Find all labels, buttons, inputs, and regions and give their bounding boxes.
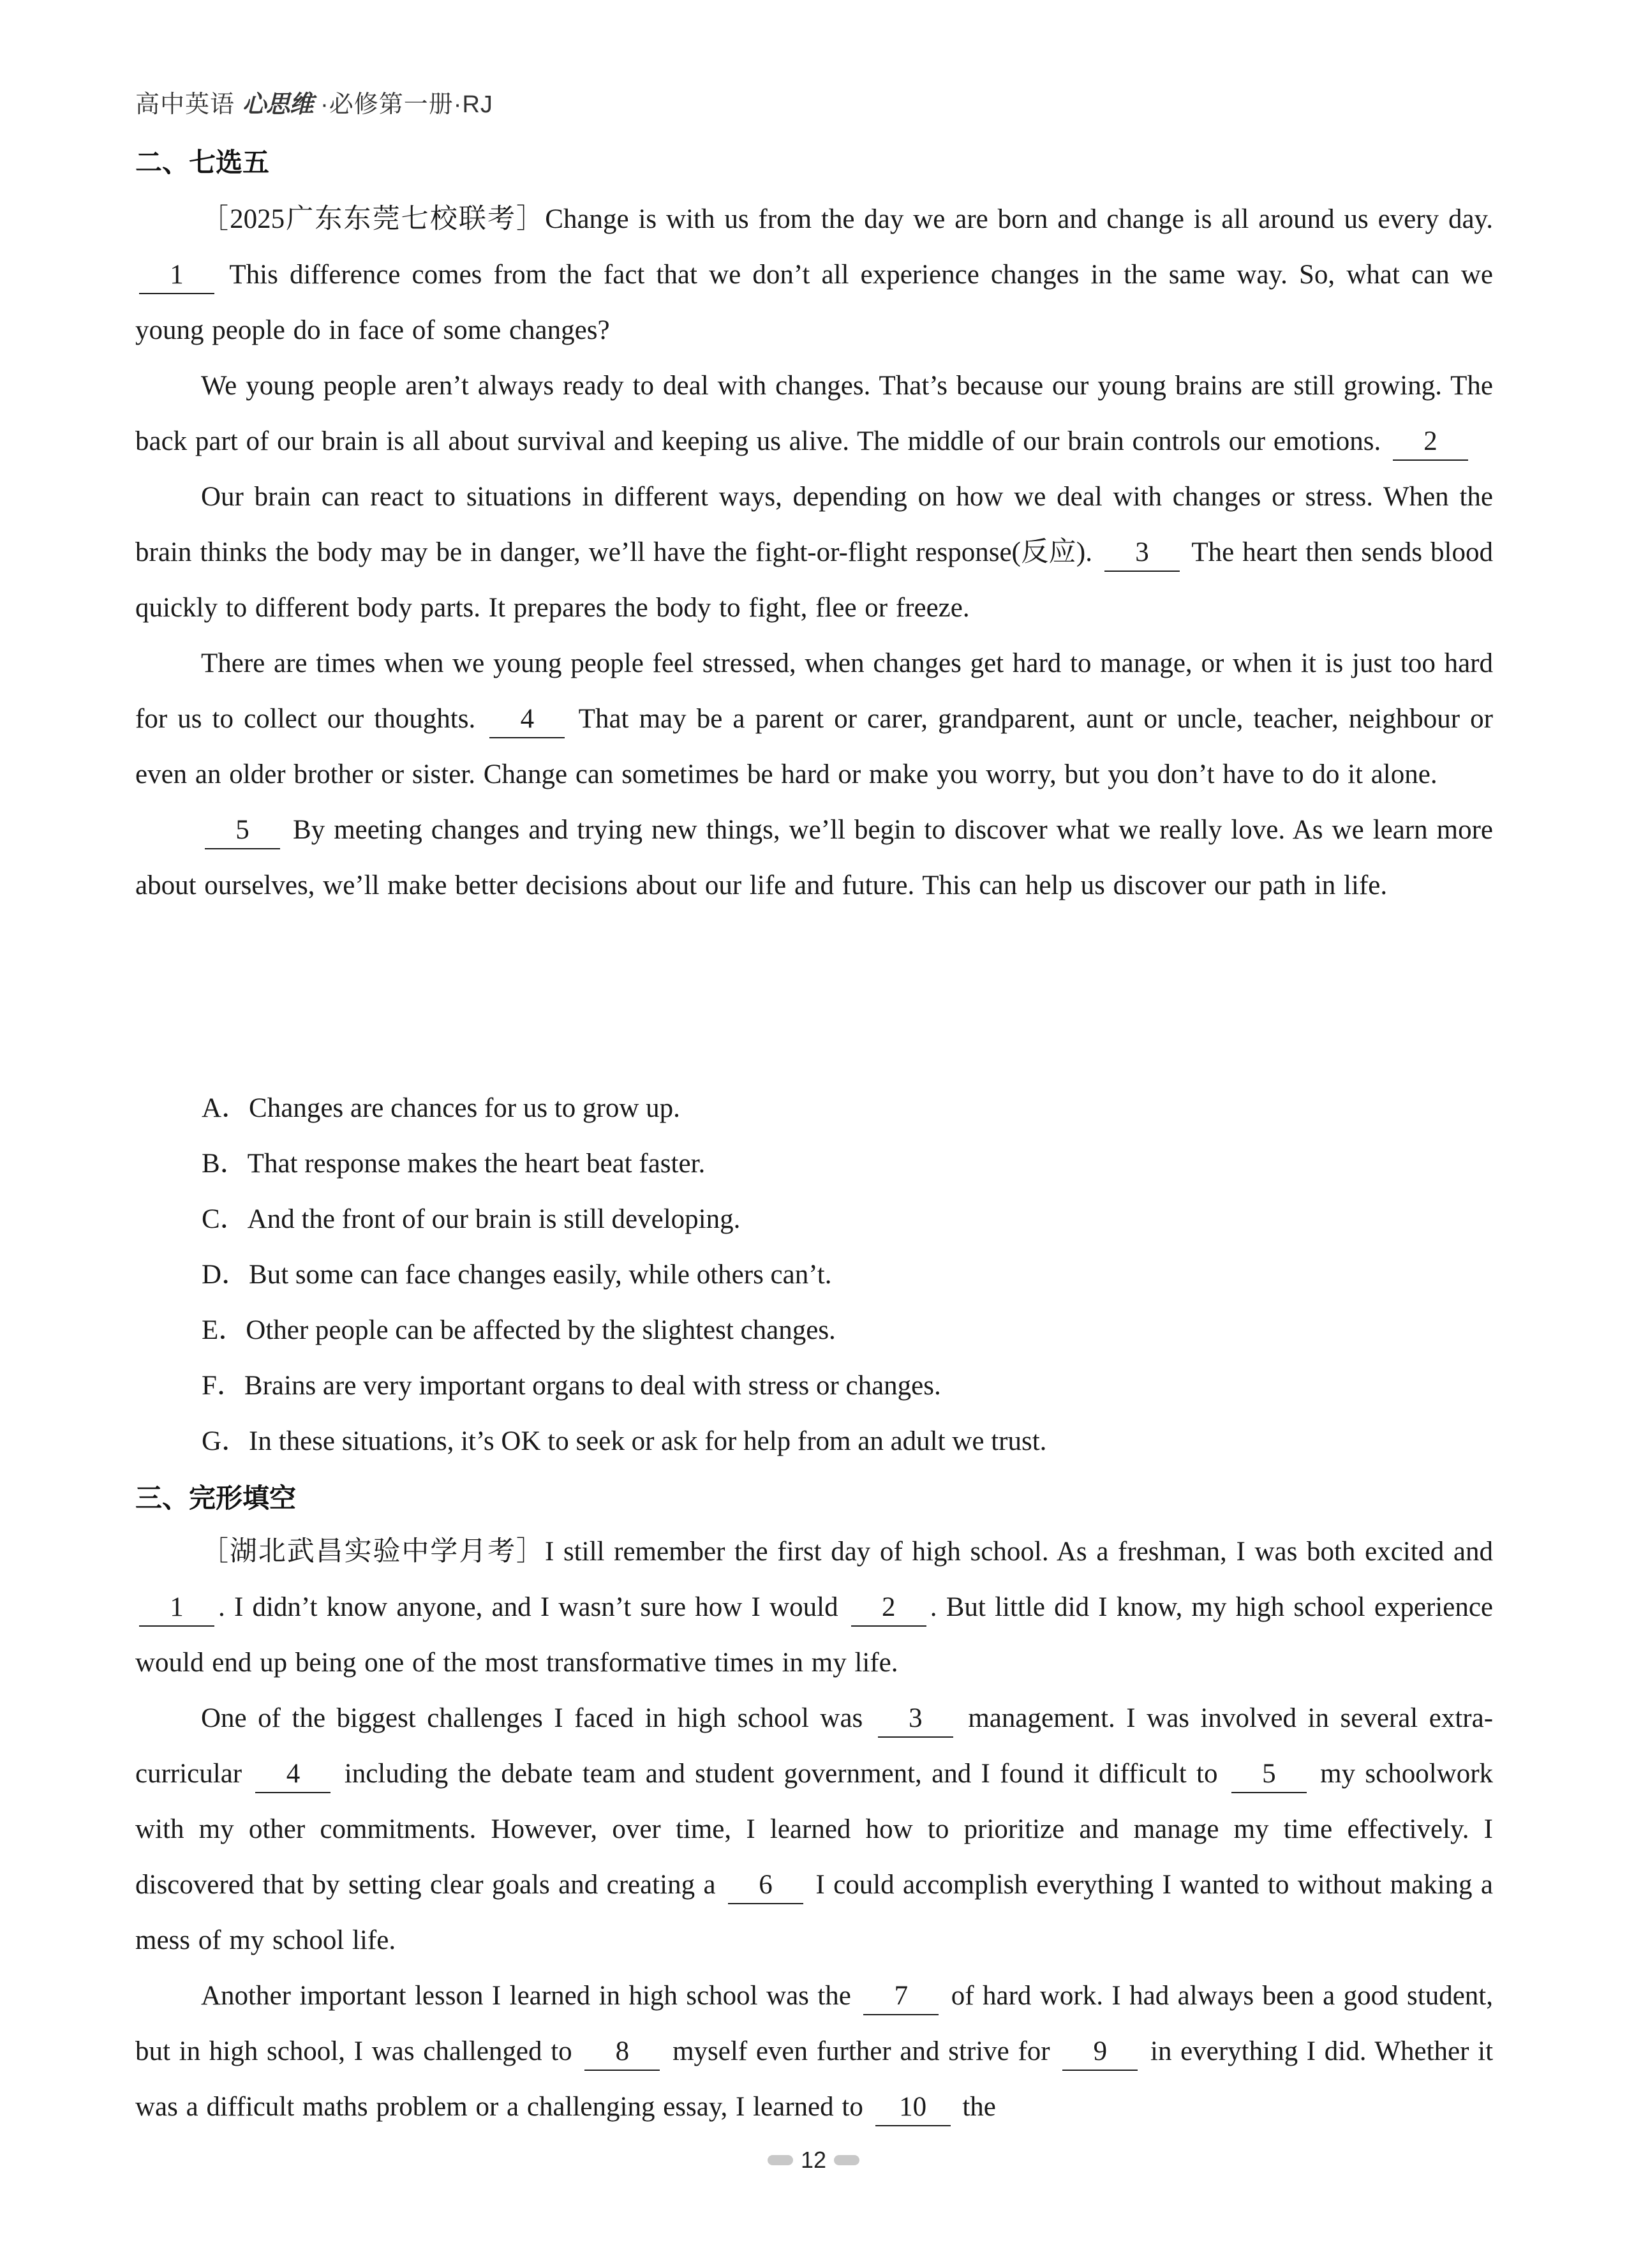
paragraph-5: 5 By meeting changes and trying new things, we’ll begin to discover what we really love. As we learn more about ourselves, we’ll make better decisions about our life and future. This can help us discover our path in life. — [135, 802, 1493, 913]
answer-blank[interactable]: 5 — [1231, 1756, 1307, 1793]
answer-blank[interactable]: 1 — [139, 257, 214, 294]
page-number-text: 12 — [800, 2147, 827, 2173]
paragraph-3: Our brain can react to situations in different ways, depending on how we deal with changes or stress. When the brain thinks the body may be in danger, we’ll have the fight-or-flight response(反应). 3 The heart then sends blood quickly to different body parts. It prepares the body to fight, flee or freeze. — [135, 482, 1494, 623]
option-c: C．And the front of our brain is still developing. — [202, 1204, 741, 1234]
source-tag: ［2025广东东莞七校联考］ — [201, 204, 546, 234]
answer-blank[interactable]: 6 — [728, 1867, 803, 1904]
option-d: D．But some can face changes easily, while others can’t. — [202, 1260, 832, 1290]
header-subject: 高中英语 — [135, 91, 235, 118]
answer-blank[interactable]: 2 — [851, 1590, 926, 1627]
page-number-left-pill — [768, 2155, 793, 2165]
answer-blank[interactable]: 9 — [1062, 2034, 1138, 2071]
paragraph-2: One of the biggest challenges I faced in high school was 3 management. I was involved in several extra-curricular 4 including the debate team and student government, and I found it difficult to 5 my schoolwork with my other commitments. However, over time, I learned how to prioritize and manage my time effectively. I discovered that by setting clear goals and creating a 6 I could accomplish everything I wanted to without making a mess of my school life. — [135, 1690, 1493, 1968]
option-f: F．Brains are very important organs to deal with stress or changes. — [202, 1371, 941, 1401]
answer-blank[interactable]: 3 — [878, 1701, 953, 1738]
paragraph-1: ［2025广东东莞七校联考］Change is with us from the day we are born and change is all around us every day. 1 This difference comes from the fact that we don’t all experience changes in the same way. So, what can we young people do in face of some changes? — [135, 204, 1493, 345]
option-e: E．Other people can be affected by the slightest changes. — [202, 1315, 836, 1345]
passage-cloze — [135, 1524, 1493, 2135]
options-list — [202, 1080, 1490, 1469]
section-title-seven-choose-five: 二、七选五 — [135, 147, 270, 178]
answer-blank[interactable]: 5 — [205, 812, 280, 849]
option-a: A．Changes are chances for us to grow up. — [202, 1093, 680, 1123]
header-brand-logo: 心思维 — [242, 91, 313, 118]
answer-blank[interactable]: 10 — [875, 2089, 951, 2126]
source-tag: ［湖北武昌实验中学月考］ — [201, 1537, 545, 1567]
option-b: B．That response makes the heart beat faster. — [202, 1149, 706, 1179]
running-head — [135, 84, 493, 119]
answer-blank[interactable]: 2 — [1393, 424, 1468, 461]
section-title-cloze: 三、完形填空 — [135, 1482, 297, 1514]
answer-blank[interactable]: 7 — [863, 1978, 939, 2015]
answer-blank[interactable]: 4 — [255, 1756, 331, 1793]
paragraph-1: ［湖北武昌实验中学月考］I still remember the first day of high school. As a freshman, I was both excited and 1 . I didn’t know anyone, and I wasn’t sure how I would 2 . But little did I know, my high school experience would end up being one of the most transformative times in my life. — [135, 1537, 1494, 1678]
page-number — [762, 2144, 865, 2176]
paragraph-2: We young people aren’t always ready to deal with changes. That’s because our young brains are still growing. The back part of our brain is all about survival and keeping us alive. The middle of our brain controls our emotions. 2 — [135, 358, 1493, 469]
header-volume: ·必修第一册·RJ — [320, 91, 493, 118]
option-g: G．In these situations, it’s OK to seek or ask for help from an adult we trust. — [202, 1426, 1047, 1456]
answer-blank[interactable]: 1 — [139, 1590, 214, 1627]
paragraph-4: There are times when we young people feel stressed, when changes get hard to manage, or when it is just too hard for us to collect our thoughts. 4 That may be a parent or carer, grandparent, aunt or uncle, teacher, neighbour or even an older brother or sister. Change can sometimes be hard or make you worry, but you don’t have to do it alone. — [135, 648, 1493, 789]
answer-blank[interactable]: 8 — [584, 2034, 660, 2071]
answer-blank[interactable]: 3 — [1104, 535, 1180, 572]
page-number-right-pill — [834, 2155, 859, 2165]
paragraph-3: Another important lesson I learned in high school was the 7 of hard work. I had always been a good student, but in high school, I was challenged to 8 myself even further and strive for 9 in everything I did. Whether it was a difficult maths problem or a challenging essay, I learned to 10 the — [135, 1968, 1493, 2135]
passage-seven-choose-five — [135, 191, 1493, 913]
answer-blank[interactable]: 4 — [489, 701, 565, 738]
